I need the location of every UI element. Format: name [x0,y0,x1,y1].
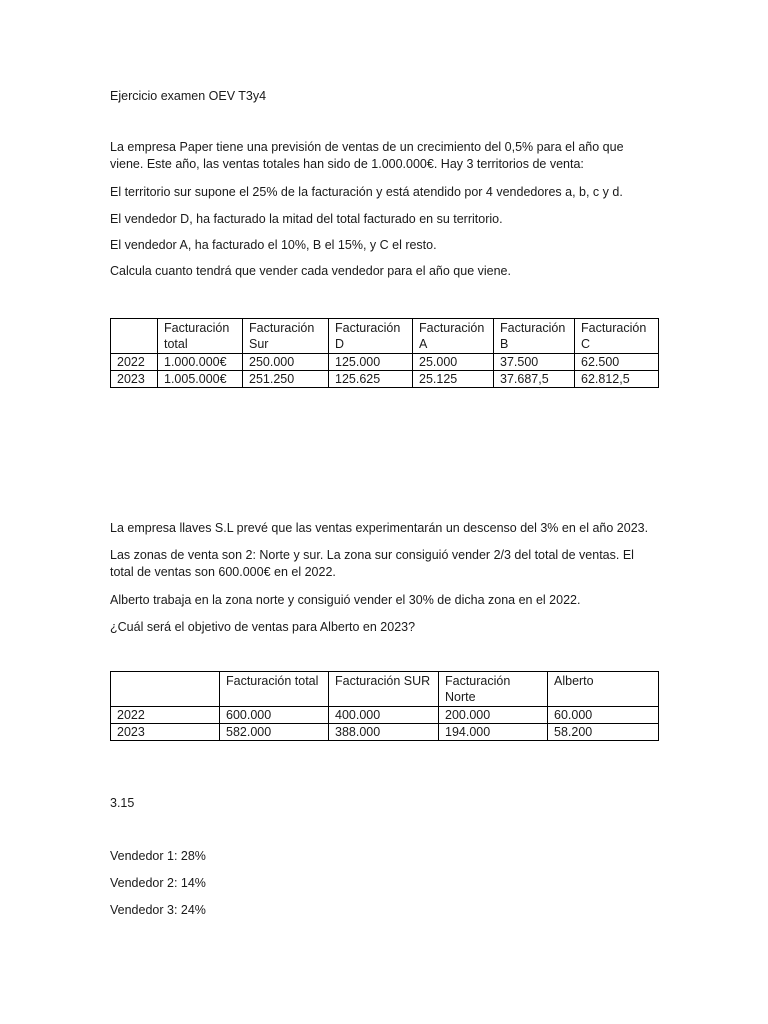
table-cell: 1.000.000€ [158,354,243,371]
table-cell: 37.500 [494,354,575,371]
table-cell: 62.812,5 [575,371,659,388]
table-cell: 58.200 [548,724,659,741]
table-row [111,707,659,724]
table-header-row [111,319,659,354]
document-title: Ejercicio examen OEV T3y4 [110,89,267,103]
ex3-item-2: Vendedor 2: 14% [110,876,206,890]
table-cell: 2022 [111,354,158,371]
header-cell: Facturación A [413,319,494,354]
ex2-table [110,671,659,741]
ex3-item-3: Vendedor 3: 24% [110,903,206,917]
ex1-paragraph-4: El vendedor A, ha facturado el 10%, B el 15%, y C el resto. [110,238,437,252]
header-cell: Facturación Norte [439,672,548,707]
ex2-paragraph-4: ¿Cuál será el objetivo de ventas para Alberto en 2023? [110,620,416,634]
table-cell: 194.000 [439,724,548,741]
header-cell [111,672,220,707]
ex2-paragraph-3: Alberto trabaja en la zona norte y consiguió vender el 30% de dicha zona en el 2022. [110,593,581,607]
header-cell: Facturación B [494,319,575,354]
table-row [111,371,659,388]
table-cell: 400.000 [329,707,439,724]
header-cell: Facturación D [329,319,413,354]
header-cell [111,319,158,354]
ex1-table [110,318,659,388]
header-cell: Facturación total [158,319,243,354]
table-cell: 1.005.000€ [158,371,243,388]
table-cell: 251.250 [243,371,329,388]
table-cell: 37.687,5 [494,371,575,388]
table-cell: 600.000 [220,707,329,724]
header-cell: Alberto [548,672,659,707]
header-cell: Facturación SUR [329,672,439,707]
table-cell: 125.625 [329,371,413,388]
ex2-paragraph-2: Las zonas de venta son 2: Norte y sur. La zona sur consiguió vender 2/3 del total de ventas. El total de ventas son 600.000€ en el 2022. [110,548,634,579]
ex3-heading: 3.15 [110,796,135,810]
header-cell: Facturación C [575,319,659,354]
ex1-paragraph-2: El territorio sur supone el 25% de la facturación y está atendido por 4 vendedores a, b, c y d. [110,185,623,199]
ex1-paragraph-5: Calcula cuanto tendrá que vender cada vendedor para el año que viene. [110,264,511,278]
table-cell: 2022 [111,707,220,724]
table-cell: 125.000 [329,354,413,371]
ex2-paragraph-1: La empresa llaves S.L prevé que las ventas experimentarán un descenso del 3% en el año 2023. [110,521,649,535]
table-header-row [111,672,659,707]
table-cell: 388.000 [329,724,439,741]
table-cell: 25.000 [413,354,494,371]
header-cell: Facturación total [220,672,329,707]
table-cell: 2023 [111,724,220,741]
table-cell: 250.000 [243,354,329,371]
table-row [111,724,659,741]
header-cell: Facturación Sur [243,319,329,354]
table-cell: 200.000 [439,707,548,724]
table-cell: 60.000 [548,707,659,724]
table-row [111,354,659,371]
ex1-paragraph-1: La empresa Paper tiene una previsión de ventas de un crecimiento del 0,5% para el año que viene. Este año, las ventas totales han sido de 1.000.000€. Hay 3 territorios de venta: [110,140,624,171]
table-cell: 2023 [111,371,158,388]
ex3-item-1: Vendedor 1: 28% [110,849,206,863]
table-cell: 62.500 [575,354,659,371]
table-cell: 582.000 [220,724,329,741]
table-cell: 25.125 [413,371,494,388]
ex1-paragraph-3: El vendedor D, ha facturado la mitad del total facturado en su territorio. [110,212,503,226]
